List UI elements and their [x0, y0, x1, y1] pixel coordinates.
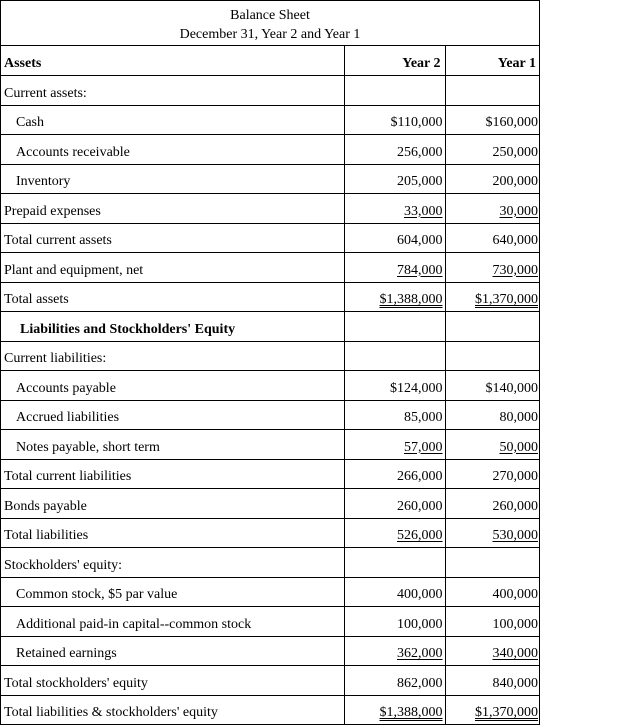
value-year1 [445, 341, 540, 371]
table-row [1, 312, 540, 342]
value-year2 [344, 341, 445, 371]
sheet-subtitle: December 31, Year 2 and Year 1 [179, 27, 361, 42]
column-header-year1: Year 1 [445, 46, 540, 76]
table-row [1, 518, 540, 548]
row-label: Total assets [1, 282, 344, 312]
value-year1: 640,000 [445, 223, 540, 253]
table-row [1, 253, 540, 283]
table-row [1, 105, 540, 135]
value-year1 [445, 282, 540, 312]
row-label: Current liabilities: [1, 341, 344, 371]
table-row [1, 489, 540, 519]
value-year2: 205,000 [344, 164, 445, 194]
table-row [1, 400, 540, 430]
table-row [1, 282, 540, 312]
sheet-title: Balance Sheet [230, 8, 310, 23]
table-row [1, 636, 540, 666]
section-heading: Liabilities and Stockholders' Equity [1, 312, 344, 342]
table-row [1, 695, 540, 725]
table-row [1, 341, 540, 371]
column-header-row [1, 46, 540, 76]
table-row [1, 164, 540, 194]
value-year1-text: $1,370,000 [475, 705, 538, 720]
value-year2: 260,000 [344, 489, 445, 519]
table-row [1, 194, 540, 224]
table-row [1, 666, 540, 696]
table-row [1, 135, 540, 165]
value-year1 [445, 194, 540, 224]
table-row [1, 607, 540, 637]
value-year1: 100,000 [445, 607, 540, 637]
row-label: Total current liabilities [1, 459, 344, 489]
value-year2: $124,000 [344, 371, 445, 401]
value-year1 [445, 548, 540, 578]
value-year2: 100,000 [344, 607, 445, 637]
row-label: Retained earnings [1, 636, 344, 666]
value-year1-text: 730,000 [492, 262, 538, 278]
value-year2-text: 57,000 [404, 439, 443, 455]
value-year1-text: 50,000 [499, 439, 538, 455]
table-row [1, 459, 540, 489]
value-year1 [445, 518, 540, 548]
value-year2-text: 784,000 [397, 262, 443, 278]
row-label: Accounts receivable [1, 135, 344, 165]
value-year2: 400,000 [344, 577, 445, 607]
table-row [1, 223, 540, 253]
column-header-year2: Year 2 [344, 46, 445, 76]
row-label: Bonds payable [1, 489, 344, 519]
value-year2: $110,000 [344, 105, 445, 135]
value-year1-text: 530,000 [492, 528, 538, 543]
value-year1-text: 340,000 [492, 646, 538, 661]
value-year1: 80,000 [445, 400, 540, 430]
row-label: Stockholders' equity: [1, 548, 344, 578]
value-year1: 260,000 [445, 489, 540, 519]
row-label: Plant and equipment, net [1, 253, 344, 283]
value-year1-text: 30,000 [499, 203, 538, 219]
row-label: Total liabilities & stockholders' equity [1, 695, 344, 725]
row-label: Accounts payable [1, 371, 344, 401]
value-year1: 270,000 [445, 459, 540, 489]
row-label: Prepaid expenses [1, 194, 344, 224]
value-year2 [344, 282, 445, 312]
row-label: Accrued liabilities [1, 400, 344, 430]
value-year2: 266,000 [344, 459, 445, 489]
value-year2 [344, 695, 445, 725]
value-year2 [344, 312, 445, 342]
value-year1: 250,000 [445, 135, 540, 165]
value-year1 [445, 76, 540, 106]
value-year1: 840,000 [445, 666, 540, 696]
value-year2-text: 362,000 [397, 646, 443, 661]
value-year2 [344, 636, 445, 666]
value-year2: 604,000 [344, 223, 445, 253]
row-label: Cash [1, 105, 344, 135]
value-year2 [344, 76, 445, 106]
table-row [1, 76, 540, 106]
table-row [1, 430, 540, 460]
value-year2-text: $1,388,000 [379, 292, 443, 307]
value-year2 [344, 253, 445, 283]
table-row [1, 577, 540, 607]
value-year2: 862,000 [344, 666, 445, 696]
balance-table [1, 46, 540, 725]
row-label: Inventory [1, 164, 344, 194]
value-year1 [445, 312, 540, 342]
table-row [1, 548, 540, 578]
row-label: Total stockholders' equity [1, 666, 344, 696]
title-block [1, 1, 539, 46]
value-year1: 400,000 [445, 577, 540, 607]
value-year1 [445, 253, 540, 283]
value-year2 [344, 548, 445, 578]
value-year2: 256,000 [344, 135, 445, 165]
row-label: Notes payable, short term [1, 430, 344, 460]
value-year2-text: 33,000 [404, 203, 443, 219]
value-year2 [344, 194, 445, 224]
row-label: Common stock, $5 par value [1, 577, 344, 607]
value-year2: 85,000 [344, 400, 445, 430]
value-year2 [344, 430, 445, 460]
row-label: Total liabilities [1, 518, 344, 548]
column-header-assets: Assets [1, 46, 344, 76]
value-year1 [445, 430, 540, 460]
value-year2-text: 526,000 [397, 528, 443, 543]
value-year2-text: $1,388,000 [379, 705, 443, 720]
table-row [1, 371, 540, 401]
value-year1 [445, 695, 540, 725]
value-year1: 200,000 [445, 164, 540, 194]
row-label: Current assets: [1, 76, 344, 106]
value-year2 [344, 518, 445, 548]
row-label: Additional paid-in capital--common stock [1, 607, 344, 637]
value-year1-text: $1,370,000 [475, 292, 538, 307]
value-year1: $160,000 [445, 105, 540, 135]
value-year1 [445, 636, 540, 666]
row-label: Total current assets [1, 223, 344, 253]
value-year1: $140,000 [445, 371, 540, 401]
